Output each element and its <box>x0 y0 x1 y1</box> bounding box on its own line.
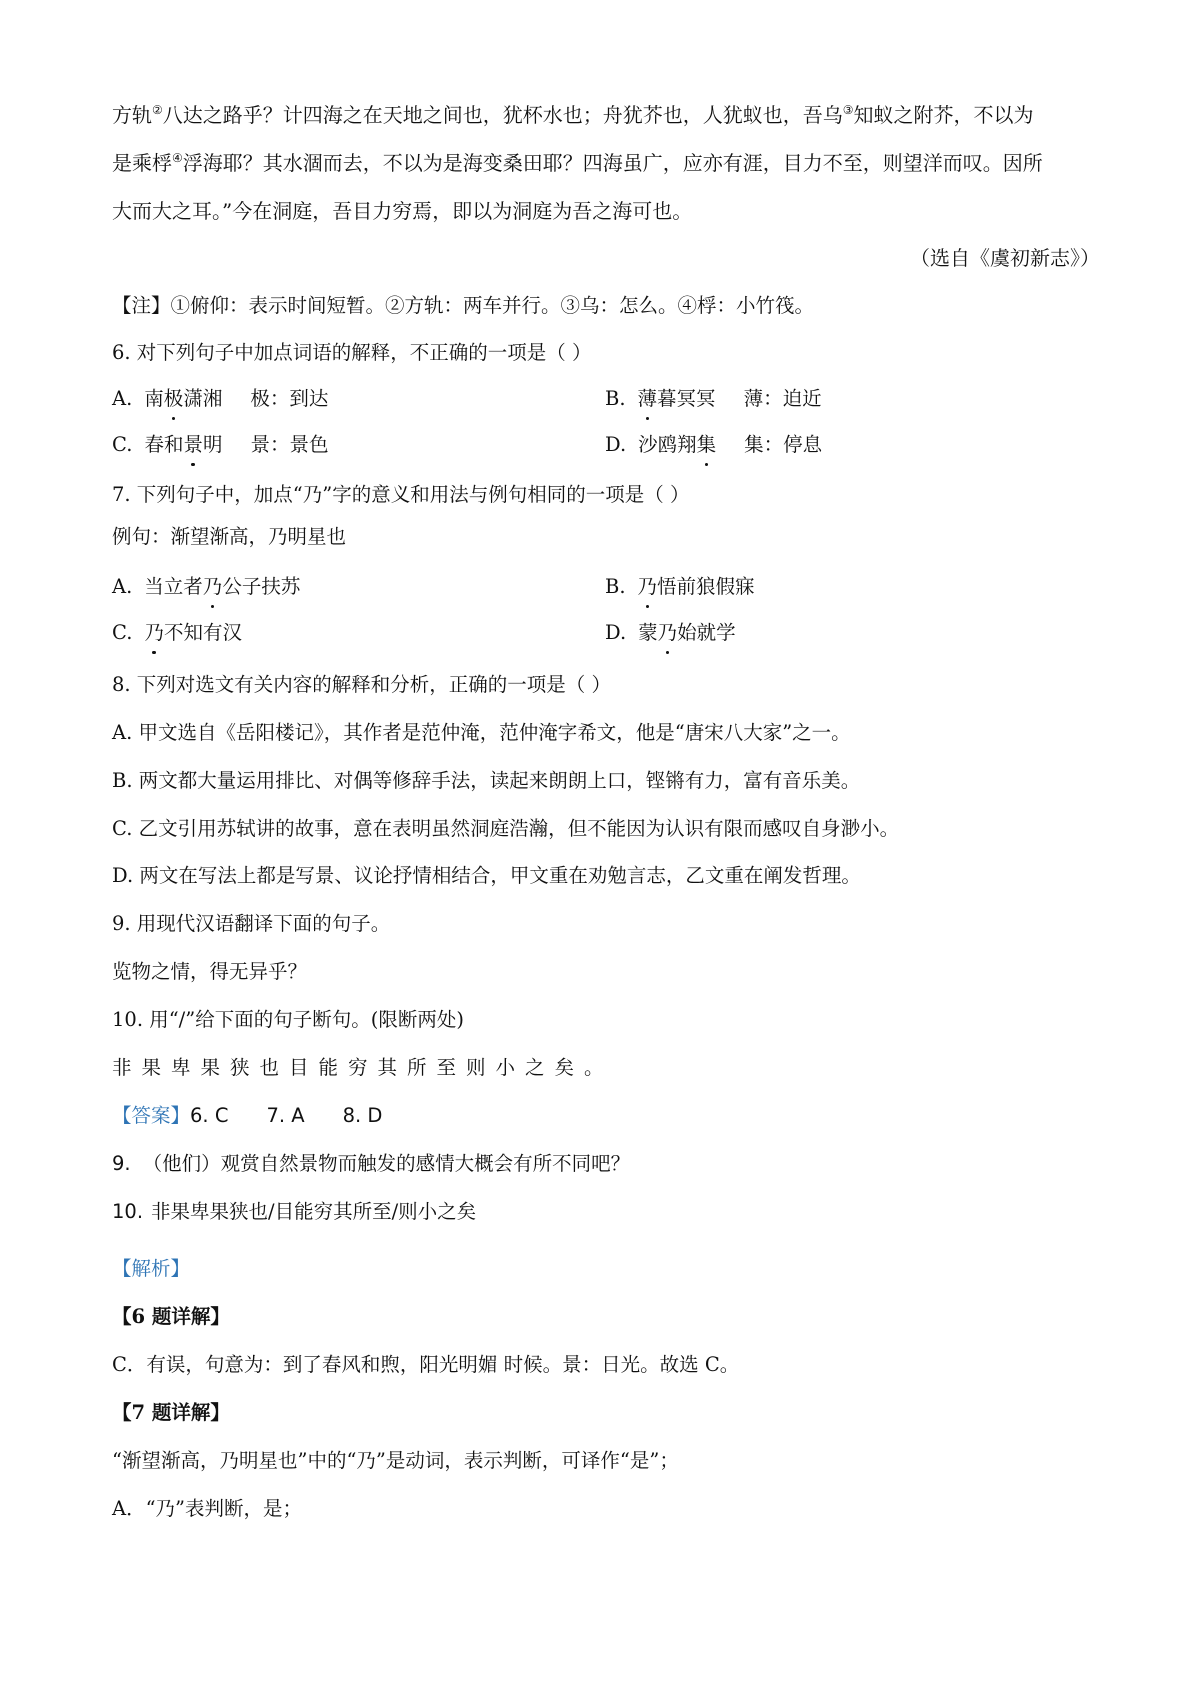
footnote-marker: ② <box>152 103 163 117</box>
answer-line <box>112 1101 1100 1131</box>
q8-stem: 8. 下列对选文有关内容的解释和分析，正确的一项是（ ） <box>112 673 612 696</box>
passage-source: （选自《虞初新志》） <box>910 246 1100 270</box>
q7-example: 例句：渐望渐高，乃明星也 <box>112 525 347 548</box>
answer-8: 8. D <box>342 1104 383 1127</box>
q8-option-d: D. 两文在写法上都是写景、议论抒情相结合，甲文重在劝勉言志，乙文重在阐发哲理。 <box>112 864 861 887</box>
dotted-char: 乃 <box>658 618 678 648</box>
passage-text: 方轨 <box>112 103 152 127</box>
dotted-char: 乃 <box>638 572 658 602</box>
passage-text: 浮海耶？其水涸而去，不以为是海变桑田耶？四海虽广，应亦有涯，目力不至，则望洋而叹。因所 <box>182 151 1043 175</box>
q7-stem: 7. 下列句子中，加点“乃”字的意义和用法与例句相同的一项是（ ） <box>112 483 690 506</box>
analysis-detail-7a: A．“乃”表判断，是； <box>112 1497 303 1520</box>
passage-line-2 <box>112 148 1100 178</box>
q6-option-c: C. 春和景明 景：景色 <box>112 430 329 460</box>
answer-7: 7. A <box>266 1104 305 1127</box>
dotted-char: 集 <box>697 430 717 460</box>
notes: 【注】①俯仰：表示时间短暂。②方轨：两车并行。③乌：怎么。④桴：小竹筏。 <box>112 294 815 317</box>
q10-stem: 10. 用“/”给下面的句子断句。(限断两处) <box>112 1008 464 1031</box>
answer-9: 9. （他们）观赏自然景物而触发的感情大概会有所不同吧？ <box>112 1152 631 1175</box>
footnote-marker: ④ <box>172 151 183 165</box>
q6-option-d: D. 沙鸥翔集 集：停息 <box>605 430 822 460</box>
q10-sentence: 非果卑果狭也目能穷其所至则小之矣。 <box>112 1056 614 1079</box>
q7-option-c: C. 乃不知有汉 <box>112 618 242 648</box>
passage-line-3: 大而大之耳。”今在洞庭，吾目力穷焉，即以为洞庭为吾之海可也。 <box>112 199 693 223</box>
passage-text: 是乘桴 <box>112 151 172 175</box>
q8-option-a: A. 甲文选自《岳阳楼记》，其作者是范仲淹，范仲淹字希文，他是“唐宋八大家”之一。 <box>112 721 851 744</box>
q8-option-c: C. 乙文引用苏轼讲的故事，意在表明虽然洞庭浩瀚，但不能因为认识有限而感叹自身渺小。 <box>112 817 900 840</box>
dotted-char: 极 <box>164 384 184 414</box>
q6-stem: 6. 对下列句子中加点词语的解释，不正确的一项是（ ） <box>112 341 592 364</box>
answer-6: 6. C <box>190 1104 229 1127</box>
dotted-char: 乃 <box>144 618 164 648</box>
dotted-char: 薄 <box>638 384 658 414</box>
passage-text: 知蚁之附芥，不以为 <box>853 103 1034 127</box>
q8-option-b: B. 两文都大量运用排比、对偶等修辞手法，读起来朗朗上口，铿锵有力，富有音乐美。 <box>112 769 861 792</box>
q9-stem: 9. 用现代汉语翻译下面的句子。 <box>112 912 391 935</box>
analysis-detail-7: “渐望渐高，乃明星也”中的“乃”是动词，表示判断，可译作“是”； <box>112 1449 679 1472</box>
dotted-char: 景 <box>183 430 203 460</box>
q9-sentence: 览物之情，得无异乎？ <box>112 960 308 983</box>
q7-option-b: B. 乃悟前狼假寐 <box>605 572 755 602</box>
answer-10: 10. 非果卑果狭也/目能穷其所至/则小之矣 <box>112 1200 477 1223</box>
q7-option-a: A. 当立者乃公子扶苏 <box>112 572 300 602</box>
analysis-detail-6: C．有误，句意为：到了春风和煦，阳光明媚 时候。景：日光。故选 C。 <box>112 1353 740 1376</box>
answer-tag: 【答案】 <box>112 1104 191 1127</box>
analysis-heading-7: 【7 题详解】 <box>112 1401 230 1424</box>
q6-option-b: B. 薄暮冥冥 薄：迫近 <box>605 384 822 414</box>
analysis-heading-6: 【6 题详解】 <box>112 1305 230 1328</box>
passage-line-1 <box>112 100 1100 130</box>
passage-text: 八达之路乎？计四海之在天地之间也，犹杯水也；舟犹芥也，人犹蚁也，吾乌 <box>162 103 843 127</box>
q7-option-d: D. 蒙乃始就学 <box>605 618 736 648</box>
analysis-tag: 【解析】 <box>112 1257 191 1280</box>
q6-option-a: A. 南极潇湘 极：到达 <box>112 384 328 414</box>
footnote-marker: ③ <box>842 103 854 117</box>
dotted-char: 乃 <box>203 572 223 602</box>
